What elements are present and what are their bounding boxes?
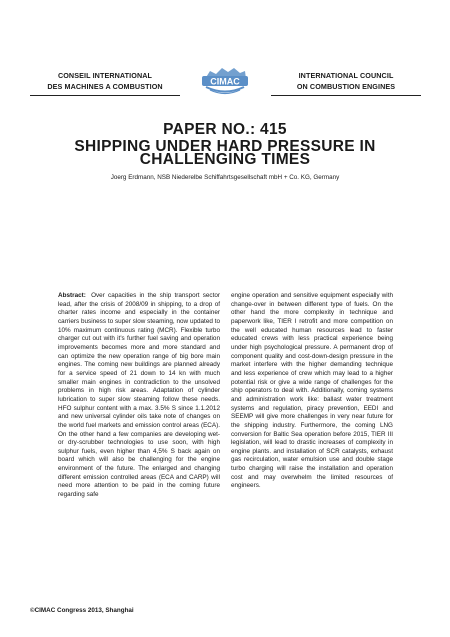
council-name-english-line2: ON COMBUSTION ENGINES — [296, 82, 396, 91]
footer-copyright: ©CIMAC Congress 2013, Shanghai — [30, 607, 134, 614]
abstract-text-part1: Over capacities in the ship transport sector lead, after the crisis of 2008/09 in shipping, to a drop of charter rates income and especially in the container carriers business to super slow steaming, now updated to 10% maximum continuous rating (MCR). Flexible turbo charger cut out with it's further fuel saving and operation improvements becomes more and more standard and can optimize the new operation range of big bore main engines. The coming new buildings are planned already for a service speed of 21 down to 14 kn with much smaller main engines in contradiction to the unsolved problems in high risk areas. Adaptation of cylinder lubrication to super slow steaming follow these needs. HFO sulphur content with a max. 3.5% S since 1.1.2012 and new universal cylinder oils take note of changes on the world fuel markets and emission control areas (ECA). On the other hand a few companies are developing wet- or dry-scrubber technologies to use soon, with high sulphur fuels, even higher than 4,5% S back again on board which will also be challenging for the engine environment of the future. The enlarged and changing different emission controlled areas (ECA and CARP) will need more attention to be paid in the coming future regarding safe — [58, 292, 221, 499]
abstract-column-right — [231, 292, 393, 491]
logo-text: CIMAC — [210, 76, 240, 87]
authors: Joerg Erdmann, NSB Niederelbe Schiffahrtsgesellschaft mbH + Co. KG, Germany — [110, 174, 340, 181]
paper-title-line2: CHALLENGING TIMES — [139, 151, 311, 168]
paper-title — [0, 140, 450, 166]
paper-title-line1: SHIPPING UNDER HARD PRESSURE IN — [74, 138, 376, 155]
council-name-english-line1: INTERNATIONAL COUNCIL — [298, 71, 394, 80]
council-name-french — [30, 70, 180, 96]
paper-number: PAPER NO.: 415 — [163, 121, 287, 138]
abstract-column-left — [58, 292, 220, 500]
cimac-logo — [196, 60, 254, 98]
council-name-french-line2: DES MACHINES A COMBUSTION — [47, 82, 163, 91]
abstract-text-part2: engine operation and sensitive equipment especially with change-over in between different type of fuels. On the other hand the more complexity in technique and paperwork like, TIER I retrofit and more competition on the well educated human resources lead to faster educated crews with less practical experience being under high psychological pressure. A permanent drop of component quality and cost-down-design pressure in the market interfere with the higher demanding technique and less experience of crew which may lead to a higher potential risk or give a wide range of challenges for the ship operators to deal with. Additionally, coming systems and administration work like: ballast water treatment systems and regulation, piracy prevention, EEDI and SEEMP will give more challenges in very near future for the shipping industry. Furthermore, the coming LNG conversion for Baltic Sea operation before 2015, TIER III legislation, will lead to drastic increases of complexity in engine plants. and installation of SCR catalysts, exhaust gas recirculation, water emulsion use and double stage turbo charging will raise the installation and operation cost and may overwhelm the limited resources of engineers. — [231, 292, 393, 490]
abstract-label: Abstract: — [58, 292, 86, 299]
council-name-english — [271, 70, 421, 96]
council-name-french-line1: CONSEIL INTERNATIONAL — [57, 71, 153, 80]
